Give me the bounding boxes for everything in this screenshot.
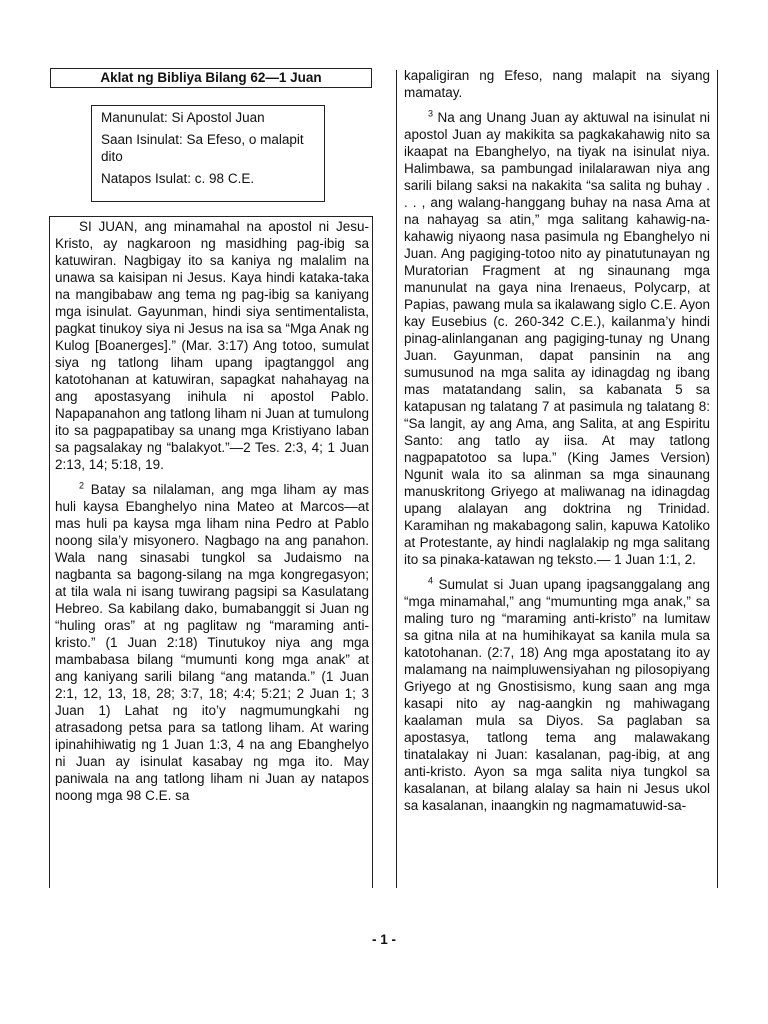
book-info-box [91, 105, 325, 202]
paragraph-number: 2 [79, 480, 85, 491]
paragraph-1: SI JUAN, ang minamahal na apostol ni Jesu-Kristo, ay nagkaroon ng masidhing pag-ibig sa katuwiran. Nagbigay ito sa kaniya ng malalim na unawa sa kaisipan ni Jesus. Kaya hindi kataka-taka na mangibabaw ang tema ng pag-ibig sa kaniyang mga isinulat. Gayunman, hindi siya sentimentalista, pagkat tinukoy siya ni Jesus na isa sa “Mga Anak ng Kulog [Boanerges].” (Mar. 3:17) Ang totoo, sumulat siya ng tatlong liham upang ipagtanggol ang katotohanan at katuwiran, sapagkat nahahayag na ang apostasyang inihula ni apostol Pablo. Napapanahon ang tatlong liham ni Juan at tumulong ito sa pagpapatibay sa unang mga Kristiyano laban sa pagsalakay ng “balakyot.”—2 Tes. 2:3, 4; 1 Juan 2:13, 14; 5:18, 19. [55, 219, 369, 472]
paragraph-3 [404, 109, 710, 568]
paragraph-continuation: kapaligiran ng Efeso, nang malapit na siyang mamatay. [404, 68, 710, 100]
completed-line: Natapos Isulat: c. 98 C.E. [101, 171, 255, 186]
paragraph-4 [404, 576, 710, 814]
paragraph-text: Sumulat si Juan upang ipagsanggalang ang “mga minamahal,” ang “mumunting mga anak,” sa maling turo ng “maraming anti-kristo” na lumitaw sa gitna nila at na humihikayat sa kanila mula sa katotohanan. (2:7, 18) Ang mga apostatang ito ay malamang na naimpluwensiyahan ng pilosopiyang Griyego at ng Gnostisismo, kung saan ang mga kasapi nito ay nag-aangkin ng mahiwagang kaalaman mula sa Diyos. Sa paglaban sa apostasya, tatlong tema ang malawakang tinatalakay ni Juan: kasalanan, pag-ibig, at ang anti-kristo. Ayon sa mga salita niya tungkol sa kasalanan, at bilang alalay sa hain ni Jesus ukol sa kasalanan, inaangkin ng nagmamatuwid-sa- [404, 577, 710, 813]
right-column [404, 67, 710, 822]
paragraph-2 [55, 481, 369, 804]
paragraph-text: Na ang Unang Juan ay aktuwal na isinulat ni apostol Juan ay makikita sa pagkakahawig nito sa ikaapat na Ebanghelyo, na tiyak na isinulat niya. Halimbawa, sa pambungad inilalarawan niya ang sarili bilang saksi na nakakita “sa salita ng buhay . . . , ang walang-hanggang buhay na nasa Ama at na nahayag sa atin,” mga salitang kahawig-na-kahawig niyaong nasa pasimula ng Ebanghelyo ni Juan. Ang pagiging-totoo nito ay pinatutunayan ng Muratorian Fragment at ng sinaunang mga manunulat na gaya nina Irenaeus, Polycarp, at Papias, pawang mula sa ikalawang siglo C.E. Ayon kay Eusebius (c. 260-342 C.E.), kailanma’y hindi pinag-alinlanganan ang pagiging-tunay ng Unang Juan. Gayunman, dapat pansinin na ang sumusunod na mga salita ay idinagdag ng ibang mas matatandang salin, sa kabanata 5 sa katapusan ng talatang 7 at pasimula ng talatang 8: “Sa langit, ay ang Ama, ang Salita, at ang Espiritu Santo: ang tatlo ay iisa. At may tatlong nagpapatotoo sa lupa.” (King James Version) Ngunit wala ito sa alinman sa mga sinaunang manuskritong Griyego at maliwanag na idinagdag upang alalayan ang doktrina ng Trinidad. Karamihan ng makabagong salin, kapuwa Katoliko at Protestante, ay hindi naglalakip ng mga salitang ito sa pinaka-katawan ng teksto.— 1 Juan 1:1, 2. [404, 110, 710, 567]
paragraph-text: Batay sa nilalaman, ang mga liham ay mas huli kaysa Ebanghelyo nina Mateo at Marcos—at mas huli pa kaysa mga liham nina Pedro at Pablo noong sila’y misyonero. Nagbago na ang panahon. Wala nang sinasabi tungkol sa Judaismo na nagbanta sa bagong-silang na mga kongregasyon; at tila wala ni isang tuwirang pagsipi sa Kasulatang Hebreo. Sa kabilang dako, bumabanggit si Juan ng “huling oras” at ng paglitaw ng “maraming anti-kristo.” (1 Juan 2:18) Tinutukoy niya ang mga mambabasa bilang “mumunti kong mga anak” at ang kaniyang sarili bilang “ang matanda.” (1 Juan 2:1, 12, 13, 18, 28; 3:7, 18; 4:4; 5:21; 2 Juan 1; 3 Juan 1) Lahat ng ito’y nagmumungkahi ng atrasadong petsa para sa tatlong liham. At waring ipinahihiwatig ng 1 Juan 1:3, 4 na ang Ebanghelyo ni Juan ay isinulat kasabay ng mga ito. May paniwala na ang tatlong liham ni Juan ay natapos noong mga 98 C.E. sa [55, 482, 369, 803]
place-written-line: Saan Isinulat: Sa Efeso, o malapit dito [101, 132, 304, 164]
document-title: Aklat ng Bibliya Bilang 62—1 Juan [50, 68, 372, 88]
paragraph-number: 4 [428, 575, 434, 586]
left-column [55, 218, 369, 812]
page-number: - 1 - [371, 932, 396, 947]
paragraph-number: 3 [428, 108, 434, 119]
author-line: Manunulat: Si Apostol Juan [101, 110, 265, 125]
